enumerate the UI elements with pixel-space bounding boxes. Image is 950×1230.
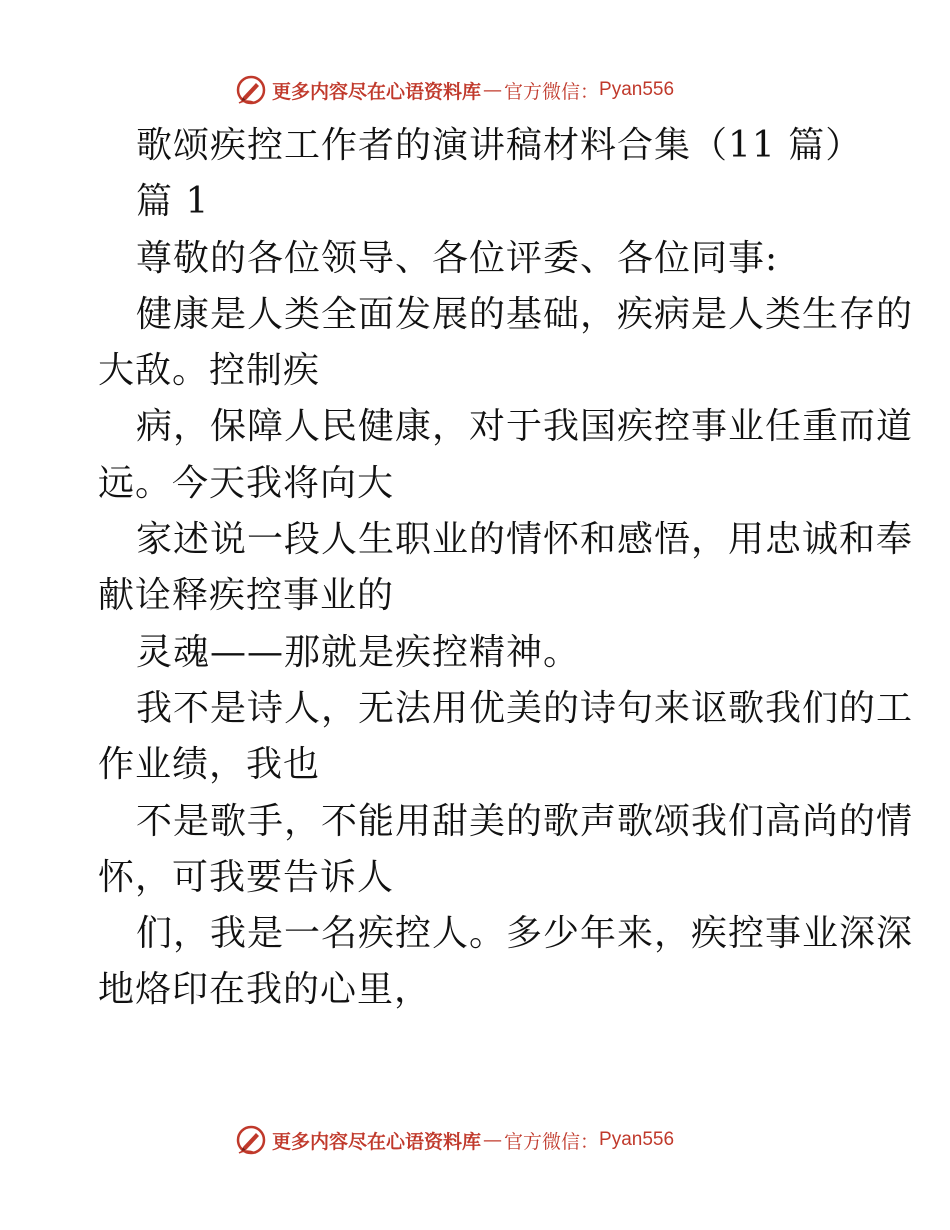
section-heading: 篇 1 xyxy=(136,181,210,223)
salutation: 尊敬的各位领导、各位评委、各位同事: xyxy=(136,237,779,279)
text-line: 不是歌手，不能用甜美的歌声歌颂我们高尚的情 xyxy=(136,800,914,842)
watermark-wechat-id: Pyan556 xyxy=(599,1129,675,1150)
text-line: 家述说一段人生职业的情怀和感悟，用忠诚和奉 xyxy=(136,519,914,561)
watermark-banner-bottom xyxy=(234,1122,674,1158)
text-line: 们，我是一名疾控人。多少年来，疾控事业深深 xyxy=(136,913,914,955)
watermark-wechat-label: 官方微信： xyxy=(504,1130,600,1153)
document-body xyxy=(98,118,914,1019)
text-line: 灵魂——那就是疾控精神。 xyxy=(136,631,581,673)
text-line: 健康是人类全面发展的基础，疾病是人类生存的 xyxy=(136,293,914,335)
text-line: 地烙印在我的心里， xyxy=(98,969,432,1011)
text-line: 献诠释疾控事业的 xyxy=(98,575,395,617)
text-line: 病，保障人民健康，对于我国疾控事业任重而道 xyxy=(136,406,914,448)
watermark-title: 更多内容尽在心语资料库 xyxy=(272,80,482,103)
text-line: 怀，可我要告诉人 xyxy=(98,856,395,898)
text-line: 作业绩，我也 xyxy=(98,744,321,786)
text-line: 大敌。控制疾 xyxy=(98,350,321,392)
text-line: 我不是诗人，无法用优美的诗句来讴歌我们的工 xyxy=(136,687,914,729)
pen-logo-icon xyxy=(234,73,268,107)
watermark-title: 更多内容尽在心语资料库 xyxy=(272,1130,482,1153)
watermark-wechat-label: 官方微信： xyxy=(504,80,600,103)
watermark-separator: — xyxy=(483,79,503,101)
pen-logo-icon xyxy=(234,1123,268,1157)
text-line: 远。今天我将向大 xyxy=(98,462,395,504)
watermark-banner-top xyxy=(234,72,674,108)
watermark-separator: — xyxy=(483,1129,503,1151)
document-title: 歌颂疾控工作者的演讲稿材料合集（11 篇） xyxy=(136,125,863,166)
watermark-wechat-id: Pyan556 xyxy=(599,79,675,100)
